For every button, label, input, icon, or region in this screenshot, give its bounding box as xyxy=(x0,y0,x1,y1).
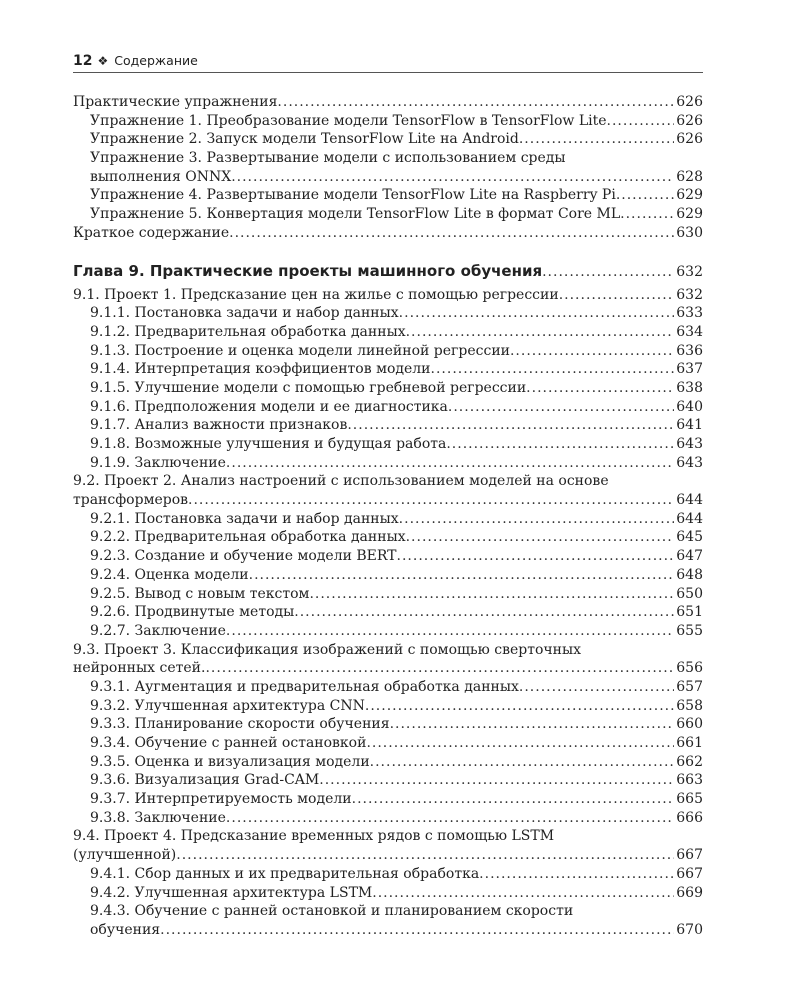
toc-entry[interactable] xyxy=(73,641,703,678)
toc-page-number: 658 xyxy=(676,697,703,714)
dot-leader xyxy=(526,379,674,398)
toc-entry-line xyxy=(73,528,703,547)
toc-entry-line xyxy=(73,398,703,417)
toc-entry[interactable] xyxy=(73,771,703,790)
toc-entry-title: 9.4.3. Обучение с ранней остановкой и планированием скорости xyxy=(90,903,574,920)
toc-entry[interactable] xyxy=(73,790,703,809)
toc-page-number: 640 xyxy=(676,398,703,415)
dot-leader xyxy=(176,846,674,865)
toc-entry-line xyxy=(73,93,703,112)
toc-entry-title: 9.3.4. Обучение с ранней остановкой xyxy=(90,735,367,751)
toc-page-number: 667 xyxy=(676,847,703,864)
toc-entry[interactable] xyxy=(73,678,703,697)
toc-entry-line xyxy=(73,286,703,305)
toc-entry-title: 9.2.1. Постановка задачи и набор данных xyxy=(90,510,399,527)
dot-leader xyxy=(205,659,674,678)
toc-entry-title: 9.1.9. Заключение xyxy=(90,454,226,471)
toc-entry-line xyxy=(73,603,703,622)
toc-entry-line xyxy=(73,771,703,790)
toc-page-number: 633 xyxy=(676,305,703,322)
toc-entry-title: 9.2.4. Оценка модели xyxy=(90,566,249,583)
toc-entry-title: 9.3.2. Улучшенная архитектура CNN xyxy=(90,697,365,714)
toc-page-number: 645 xyxy=(676,529,703,546)
running-header xyxy=(73,50,703,73)
toc-entry-title: 9.2.5. Вывод с новым текстом xyxy=(90,585,310,602)
toc-entry-title: Краткое содержание xyxy=(73,224,230,241)
toc-page-number: 636 xyxy=(676,342,703,359)
dot-leader xyxy=(347,416,674,435)
toc-entry-title: 9.1.8. Возможные улучшения и будущая работа xyxy=(90,436,447,452)
toc-page-number: 656 xyxy=(676,660,703,677)
dot-leader xyxy=(226,454,674,473)
dot-leader xyxy=(616,186,674,205)
toc-page-number: 643 xyxy=(676,436,703,452)
toc-entry-title: 9.1.6. Предположения модели и ее диагностика xyxy=(90,398,448,415)
toc-entry[interactable] xyxy=(73,472,703,509)
toc-entry[interactable] xyxy=(73,566,703,585)
toc-entry-line xyxy=(73,323,703,342)
dot-leader xyxy=(620,205,674,224)
toc-page-number: 632 xyxy=(676,286,703,303)
toc-entry-line xyxy=(73,865,703,884)
dot-leader xyxy=(519,130,674,149)
toc-entry[interactable] xyxy=(73,398,703,417)
dot-leader xyxy=(406,323,675,342)
dot-leader xyxy=(352,790,675,809)
toc-entry-line xyxy=(73,734,703,753)
toc-page-number: 657 xyxy=(676,678,703,695)
toc-entry[interactable] xyxy=(73,585,703,604)
toc-entry-line xyxy=(73,510,703,529)
toc-page-number: 648 xyxy=(676,566,703,583)
toc-entry[interactable] xyxy=(73,622,703,641)
dot-leader xyxy=(365,697,674,716)
toc-page-number: 667 xyxy=(676,865,703,882)
toc-page-number: 626 xyxy=(676,112,703,129)
toc-entry[interactable] xyxy=(73,809,703,828)
toc-entry[interactable] xyxy=(73,734,703,753)
dot-leader xyxy=(160,921,674,940)
toc-entry-title: 9.4.2. Улучшенная архитектура LSTM xyxy=(90,884,373,901)
dot-leader xyxy=(277,93,674,112)
toc-entry-title: 9.1.4. Интерпретация коэффициентов модели xyxy=(90,361,431,378)
toc-entry-title: 9.1. Проект 1. Предсказание цен на жилье с помощью регрессии xyxy=(73,286,559,303)
toc-entry-line xyxy=(73,585,703,604)
toc-page-number: 626 xyxy=(676,131,703,148)
dot-leader xyxy=(188,491,674,510)
toc-entry[interactable] xyxy=(73,697,703,716)
running-header-title: Содержание xyxy=(114,53,198,68)
dot-leader xyxy=(607,112,675,131)
toc-entry-title: 9.3.6. Визуализация Grad-CAM xyxy=(90,772,320,789)
toc-page-number: 629 xyxy=(676,206,703,223)
toc-entry-title: Упражнение 5. Конвертация модели TensorFlow Lite в формат Core ML xyxy=(90,206,621,223)
toc-page-number: 638 xyxy=(676,379,703,396)
toc-entry-title: Глава 9. Практические проекты машинного обучения xyxy=(73,261,543,280)
toc-page-number: 632 xyxy=(676,263,703,280)
dot-leader xyxy=(519,678,674,697)
toc-entry-title-continued: нейронных сетей. xyxy=(73,660,206,677)
toc-page-number: 662 xyxy=(676,753,703,770)
toc-entry[interactable] xyxy=(73,93,703,112)
toc-entry-title: 9.3.3. Планирование скорости обучения xyxy=(90,716,390,733)
toc-entry[interactable] xyxy=(73,342,703,361)
toc-entry-title-continued: (улучшенной) xyxy=(73,847,177,864)
toc-entry-line xyxy=(73,224,703,243)
toc-page-number: 647 xyxy=(676,548,703,565)
dot-leader xyxy=(559,286,675,305)
toc-page-number: 663 xyxy=(676,772,703,789)
dot-leader xyxy=(319,771,674,790)
toc-entry-line xyxy=(73,186,703,205)
toc-entry-title-continued: обучения xyxy=(90,921,161,938)
dot-leader xyxy=(399,510,675,529)
toc-entry-title: 9.2.3. Создание и обучение модели BERT xyxy=(90,548,397,565)
toc-page-number: 637 xyxy=(676,361,703,378)
toc-entry[interactable] xyxy=(73,286,703,305)
toc-page-number: 644 xyxy=(676,492,703,509)
toc-page-number: 643 xyxy=(676,454,703,471)
toc-entry-line xyxy=(73,809,703,828)
toc-entry-line xyxy=(73,112,703,131)
toc-entry-line xyxy=(73,846,703,865)
toc-entry-line xyxy=(73,697,703,716)
dot-leader xyxy=(226,622,674,641)
toc-entry[interactable] xyxy=(73,205,703,224)
toc-page-number: 629 xyxy=(676,187,703,204)
toc-entry-line xyxy=(73,547,703,566)
toc-entry-line xyxy=(73,566,703,585)
toc-entry-title: 9.1.5. Улучшение модели с помощью гребневой регрессии xyxy=(90,379,527,396)
dot-leader xyxy=(229,224,674,243)
dot-leader xyxy=(294,603,674,622)
dot-leader xyxy=(231,168,674,187)
dot-leader xyxy=(406,528,675,547)
toc-entry-title-continued: выполнения ONNX xyxy=(90,168,232,185)
toc-entry-title: 9.3.8. Заключение xyxy=(90,809,226,826)
toc-entry[interactable] xyxy=(73,510,703,529)
toc-page-number: 670 xyxy=(676,921,703,938)
toc-entry-title: 9.2.7. Заключение xyxy=(90,622,226,639)
toc-entry-line xyxy=(73,435,703,454)
dot-leader xyxy=(249,566,675,585)
toc-entry[interactable] xyxy=(73,323,703,342)
dot-leader xyxy=(446,435,674,454)
toc-entry-title: 9.1.7. Анализ важности признаков xyxy=(90,417,348,434)
toc-entry-line xyxy=(73,130,703,149)
toc-entry[interactable] xyxy=(73,112,703,131)
toc-entry-line xyxy=(73,790,703,809)
toc-entry[interactable] xyxy=(73,149,703,186)
toc-entry-title: 9.1.1. Постановка задачи и набор данных xyxy=(90,305,399,322)
toc-entry-title-continued: трансформеров xyxy=(73,492,189,509)
toc-entry[interactable] xyxy=(73,130,703,149)
toc-page-number: 626 xyxy=(676,94,703,110)
toc-entry[interactable] xyxy=(73,186,703,205)
dot-leader xyxy=(448,398,674,417)
toc-entry-line xyxy=(73,168,703,187)
toc-entry-line xyxy=(73,622,703,641)
toc-entry-line xyxy=(73,360,703,379)
toc-page-number: 630 xyxy=(676,224,703,241)
toc-entry-line xyxy=(73,304,703,323)
toc-entry-line xyxy=(73,491,703,510)
toc-chapter-entry[interactable] xyxy=(73,262,703,286)
toc-entry-title: Упражнение 1. Преобразование модели TensorFlow в TensorFlow Lite xyxy=(90,112,607,129)
toc-page-number: 665 xyxy=(676,791,703,808)
toc-page-number: 634 xyxy=(676,323,703,340)
toc-entry[interactable] xyxy=(73,865,703,884)
toc-entry[interactable] xyxy=(73,603,703,622)
toc-entry[interactable] xyxy=(73,827,703,864)
toc-entry-title: 9.2.6. Продвинутые методы xyxy=(90,604,295,621)
dot-leader xyxy=(366,734,674,753)
dot-leader xyxy=(431,360,675,379)
toc-entry-line xyxy=(73,921,703,940)
toc-entry-title: Упражнение 2. Запуск модели TensorFlow Lite на Android xyxy=(90,131,519,148)
toc-entry[interactable] xyxy=(73,715,703,734)
dot-leader xyxy=(226,809,674,828)
dot-leader xyxy=(370,753,675,772)
toc-entry-title: 9.3.1. Аугментация и предварительная обработка данных xyxy=(90,678,519,695)
toc-entry-title: 9.2. Проект 2. Анализ настроений с использованием моделей на основе xyxy=(73,473,609,490)
toc-entry-line xyxy=(73,454,703,473)
dot-leader xyxy=(309,585,674,604)
toc-page-number: 651 xyxy=(676,604,703,621)
toc-entry-line xyxy=(73,205,703,224)
toc-page-number: 641 xyxy=(676,417,703,434)
toc-entry[interactable] xyxy=(73,547,703,566)
toc-entry[interactable] xyxy=(73,224,703,243)
toc-entry-line xyxy=(73,715,703,734)
toc-entry-title: Практические упражнения xyxy=(73,94,278,110)
toc-entry[interactable] xyxy=(73,379,703,398)
toc-page-number: 644 xyxy=(676,510,703,527)
toc-entry-title: Упражнение 4. Развертывание модели TensorFlow Lite на Raspberry Pi xyxy=(90,187,616,204)
toc-page-number: 650 xyxy=(676,585,703,602)
toc-page-number: 628 xyxy=(676,168,703,185)
toc-entry[interactable] xyxy=(73,360,703,379)
toc-entry-line xyxy=(73,678,703,697)
toc-entry-title: 9.1.2. Предварительная обработка данных xyxy=(90,323,406,340)
dot-leader xyxy=(397,547,675,566)
toc-entry-title: 9.3.7. Интерпретируемость модели xyxy=(90,791,352,808)
ornament-icon: ❖ xyxy=(97,54,109,68)
toc-entry-line xyxy=(73,659,703,678)
toc-entry[interactable] xyxy=(73,528,703,547)
toc-entry-title: 9.3.5. Оценка и визуализация модели xyxy=(90,753,370,770)
toc-entry-title: 9.3. Проект 3. Классификация изображений с помощью сверточных xyxy=(73,641,582,658)
toc-entry-line xyxy=(73,416,703,435)
page-number: 12 xyxy=(73,53,93,69)
toc-entry[interactable] xyxy=(73,435,703,454)
toc-page-number: 655 xyxy=(676,622,703,639)
toc-entry-title: Упражнение 3. Развертывание модели с использованием среды xyxy=(90,150,566,167)
dot-leader xyxy=(479,865,674,884)
toc-entry-title: 9.1.3. Построение и оценка модели линейной регрессии xyxy=(90,342,510,359)
toc-entry[interactable] xyxy=(73,753,703,772)
toc-entry-title: 9.4. Проект 4. Предсказание временных рядов с помощью LSTM xyxy=(73,828,555,845)
toc-entry-line xyxy=(73,342,703,361)
toc-entry-title: 9.2.2. Предварительная обработка данных xyxy=(90,529,406,546)
dot-leader xyxy=(390,715,675,734)
toc-page-number: 666 xyxy=(676,809,703,826)
toc-page-number: 669 xyxy=(676,884,703,901)
dot-leader xyxy=(542,263,674,282)
toc-entry[interactable] xyxy=(73,454,703,473)
dot-leader xyxy=(372,884,674,903)
toc-entry[interactable] xyxy=(73,416,703,435)
toc-entry-line xyxy=(73,884,703,903)
toc-page-number: 661 xyxy=(676,735,703,751)
toc-entry[interactable] xyxy=(73,304,703,323)
toc-entry-title: 9.4.1. Сбор данных и их предварительная обработка xyxy=(90,865,480,882)
toc-entry-line xyxy=(73,753,703,772)
dot-leader xyxy=(399,304,675,323)
toc-entry[interactable] xyxy=(73,902,703,939)
dot-leader xyxy=(510,342,674,361)
toc-entry-line xyxy=(73,262,703,281)
toc-entry[interactable] xyxy=(73,884,703,903)
toc-page-number: 660 xyxy=(676,716,703,733)
toc-entry-line xyxy=(73,379,703,398)
table-of-contents xyxy=(73,93,703,940)
